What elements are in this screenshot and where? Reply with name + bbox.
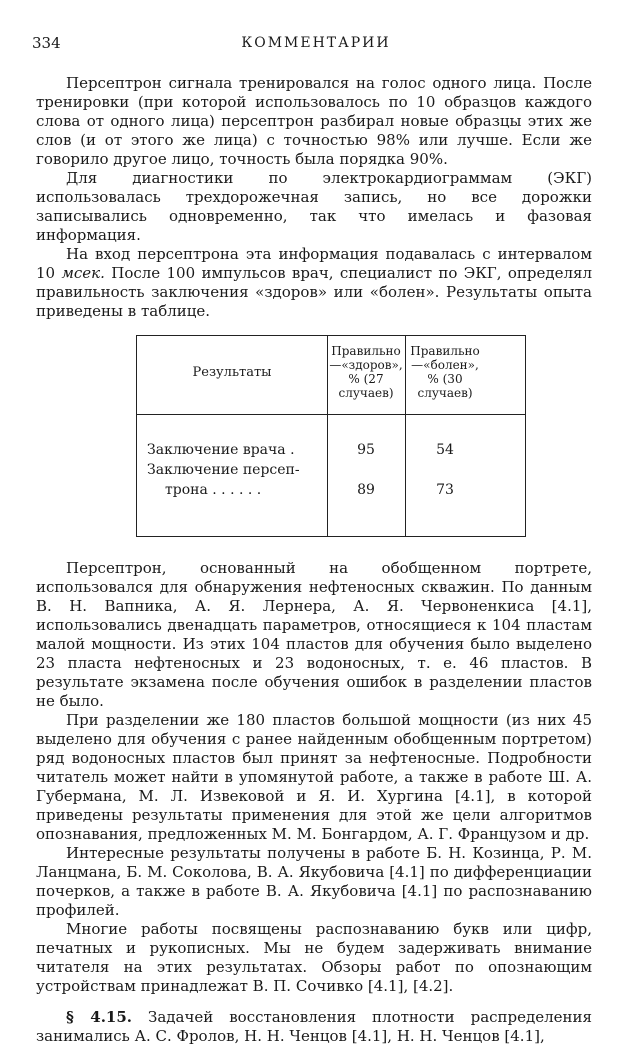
- paragraph-ecg-input-end: После 100 импульсов врач, специалист по ЭКГ, определял правильность заключения «здоров» или «болен». Результаты опыта приведены в таблице.: [36, 264, 592, 320]
- table-header-divider: [137, 414, 525, 415]
- paragraph-ecg-diagnostics: Для диагностики по электрокардиограммам (ЭКГ) использовалась трехдорожечная запись, но все дорожки записывались одновременно, так что имелась и фазовая информация.: [36, 169, 592, 244]
- section-number: § 4.15.: [66, 1008, 133, 1026]
- section-text: Задачей восстановления плотности распределения занимались А. С. Фролов, Н. Н. Ченцов [4.1], Н. Н. Ченцов [4.1],: [36, 1008, 592, 1045]
- table-cell-doctor-sick: 54: [436, 442, 454, 458]
- table-cell-perceptron-healthy: 89: [357, 482, 375, 498]
- paragraph-thick-layers: При разделении же 180 пластов большой мощности (из них 45 выделено для обучения с ранее найденным обобщенным портретом) ряд водоносных пластов был принят за нефтеносные. Подробности читатель может найти в упомянутой работе, а также в работе Ш. А. Губермана, М. Л. Извековой и Я. И. Хургина [4.1], в которой приведены результаты применения для этой же цели алгоритмов опознавания, предложенных М. М. Бонгардом, А. Г. Французом и др.: [36, 711, 592, 843]
- table-cell-perceptron-sick: 73: [436, 482, 454, 498]
- table-row-perceptron-label-line1: Заключение персеп-: [147, 462, 300, 478]
- body-text: [36, 74, 592, 1046]
- paragraph-handwriting: Интересные результаты получены в работе Б. Н. Козинца, Р. М. Ланцмана, Б. М. Соколова, В. А. Якубовича [4.1] по дифференциации почерков, а также в работе В. А. Якубовича [4.1] по распознаванию профилей.: [36, 844, 592, 919]
- paragraph-ecg-input-start: На вход персептрона эта информация подавалась с интервалом 10: [36, 245, 592, 282]
- paragraph-letters-digits: Многие работы посвящены распознаванию букв или цифр, печатных и рукописных. Мы не будем задерживать внимание читателя на этих результатах. Обзоры работ по опознающим устройствам принадлежат В. П. Сочивко [4.1], [4.2].: [36, 920, 592, 995]
- table-header-sick: Правильно —«болен», % (30 случаев): [410, 344, 480, 400]
- running-title: КОММЕНТАРИИ: [241, 35, 391, 51]
- results-table: [136, 335, 526, 537]
- paragraph-ecg-input: [36, 245, 592, 321]
- table-header-healthy: Правильно —«здоров», % (27 случаев): [329, 344, 403, 400]
- table-cell-doctor-healthy: 95: [357, 442, 375, 458]
- unit-msec: мсек.: [61, 264, 105, 282]
- page-header: [30, 34, 602, 56]
- table-row-doctor-label: Заключение врача .: [147, 442, 295, 458]
- table-row-perceptron-label-line2: трона . . . . . .: [165, 482, 262, 498]
- page-number: 334: [32, 34, 61, 52]
- paragraph-section-4-15: [36, 1008, 592, 1046]
- paragraph-perceptron-voice: Персептрон сигнала тренировался на голос одного лица. После тренировки (при которой использовалось по 10 образцов каждого слова от одного лица) персептрон разбирал новые образцы этих же слов (и от этого же лица) с точностью 98% или лучше. Если же говорило другое лицо, точность была порядка 90%.: [36, 74, 592, 168]
- paragraph-oil-wells: Персептрон, основанный на обобщенном портрете, использовался для обнаружения нефтеносных скважин. По данным В. Н. Вапника, А. Я. Лернера, А. Я. Червоненкиса [4.1], использовались двенадцать параметров, относящиеся к 104 пластам малой мощности. Из этих 104 пластов для обучения было выделено 23 пласта нефтеносных и 23 водоносных, т. е. 46 пластов. В результате экзамена после обучения ошибок в разделении пластов не было.: [36, 559, 592, 710]
- table-header-results: Результаты: [192, 365, 272, 380]
